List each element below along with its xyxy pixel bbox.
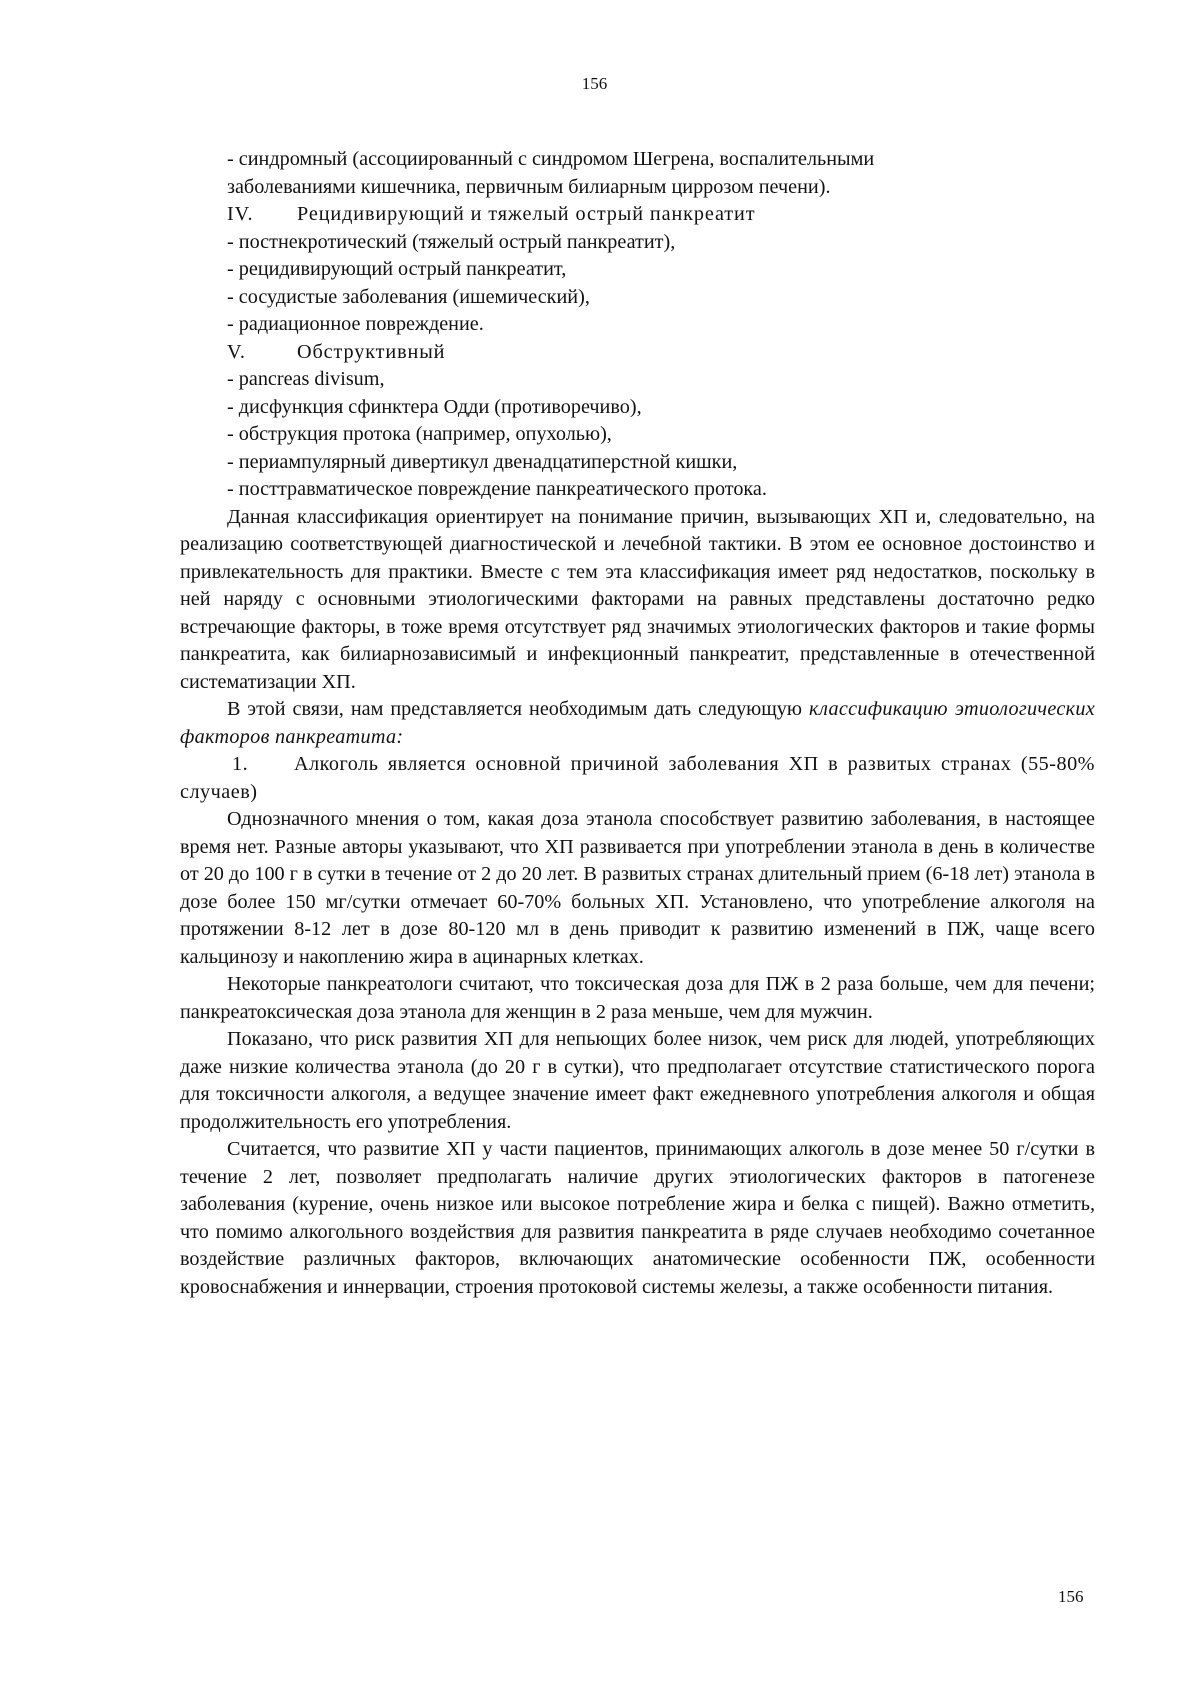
- list-item: - синдромный (ассоциированный с синдромом Шегрена, воспалительными: [227, 148, 875, 170]
- list-item: - посттравматическое повреждение панкреатического протока.: [227, 478, 767, 500]
- list-item-continuation: заболеваниями кишечника, первичным билиарным циррозом печени).: [227, 175, 831, 198]
- list-item: - постнекротический (тяжелый острый панкреатит),: [227, 230, 676, 253]
- page-number-top: 156: [581, 74, 608, 93]
- item-text: Алкоголь является основной причиной заболевания ХП в развитых странах (55-80% случаев): [180, 753, 1095, 803]
- list-item: - pancreas divisum,: [227, 368, 385, 390]
- section-number: V.: [227, 340, 246, 363]
- numbered-item-1: [180, 751, 1095, 806]
- list-item: - периампулярный дивертикул двенадцатиперстной кишки,: [227, 450, 738, 473]
- paragraph-toxic-dose: Некоторые панкреатологи считают, что токсическая доза для ПЖ в 2 раза больше, чем для печени; панкреатоксическая доза этанола для женщин в 2 раза меньше, чем для мужчин.: [180, 973, 1095, 1023]
- section-title: Обструктивный: [297, 340, 446, 363]
- section-number: IV.: [227, 203, 254, 225]
- section-heading-iv: [180, 201, 1095, 229]
- list-item: - сосудистые заболевания (ишемический),: [227, 285, 590, 308]
- page-number-bottom: 156: [1058, 1587, 1084, 1606]
- list-item: - радиационное повреждение.: [227, 313, 484, 335]
- paragraph-text: В этой связи, нам представляется необходимым дать следующую: [227, 698, 809, 720]
- section-heading-v: [180, 339, 1095, 367]
- paragraph-other-factors: Считается, что развитие ХП у части пациентов, принимающих алкоголь в дозе менее 50 г/сутки в течение 2 лет, позволяет предполагать наличие других этиологических факторов в патогенезе заболевания (курение, очень низкое или высокое потребление жира и белка с пищей). Важно отметить, что помимо алкогольного воздействия для развития панкреатита в ряде случаев необходимо сочетанное воздействие различных факторов, включающих анатомические особенности ПЖ, особенности кровоснабжения и иннервации, строения протоковой системы железы, а также особенности питания.: [180, 1138, 1095, 1298]
- list-item: - дисфункция сфинктера Одди (противоречиво),: [227, 395, 642, 418]
- paragraph-intro-classification: [180, 696, 1095, 751]
- list-item: - рецидивирующий острый панкреатит,: [227, 258, 567, 280]
- page-body: [180, 146, 1095, 1301]
- paragraph-risk: Показано, что риск развития ХП для непьющих более низок, чем риск для людей, употребляющих даже низкие количества этанола (до 20 г в сутки), что предполагает отсутствие статистического порога для токсичности алкоголя, а ведущее значение имеет факт ежедневного употребления алкоголя и общая продолжительность его употребления.: [180, 1028, 1095, 1133]
- paragraph-classification: Данная классификация ориентирует на понимание причин, вызывающих ХП и, следовательно, на реализацию соответствующей диагностической и лечебной тактики. В этом ее основное достоинство и привлекательность для практики. Вместе с тем эта классификация имеет ряд недостатков, поскольку в ней наряду с основными этиологическими факторами на равных представлены достаточно редко встречающие факторы, в тоже время отсутствует ряд значимых этиологических факторов и такие формы панкреатита, как билиарнозависимый и инфекционный панкреатит, представленные в отечественной систематизации ХП.: [180, 505, 1095, 693]
- section-title: Рецидивирующий и тяжелый острый панкреатит: [297, 203, 756, 225]
- list-item: - обструкция протока (например, опухолью),: [227, 423, 612, 445]
- italic-term: классификацию этиологических факторов панкреатита:: [180, 698, 1095, 748]
- paragraph-dose: Однозначного мнения о том, какая доза этанола способствует развитию заболевания, в настоящее время нет. Разные авторы указывают, что ХП развивается при употреблении этанола в день в количестве от 20 до 100 г в сутки в течение от 2 до 20 лет. В развитых странах длительный прием (6-18 лет) этанола в дозе более 150 мг/сутки отмечает 60-70% больных ХП. Установлено, что употребление алкоголя на протяжении 8-12 лет в дозе 80-120 мл в день приводит к развитию изменений в ПЖ, чаще всего кальцинозу и накоплению жира в ацинарных клетках.: [180, 808, 1095, 968]
- item-number: 1.: [232, 753, 249, 775]
